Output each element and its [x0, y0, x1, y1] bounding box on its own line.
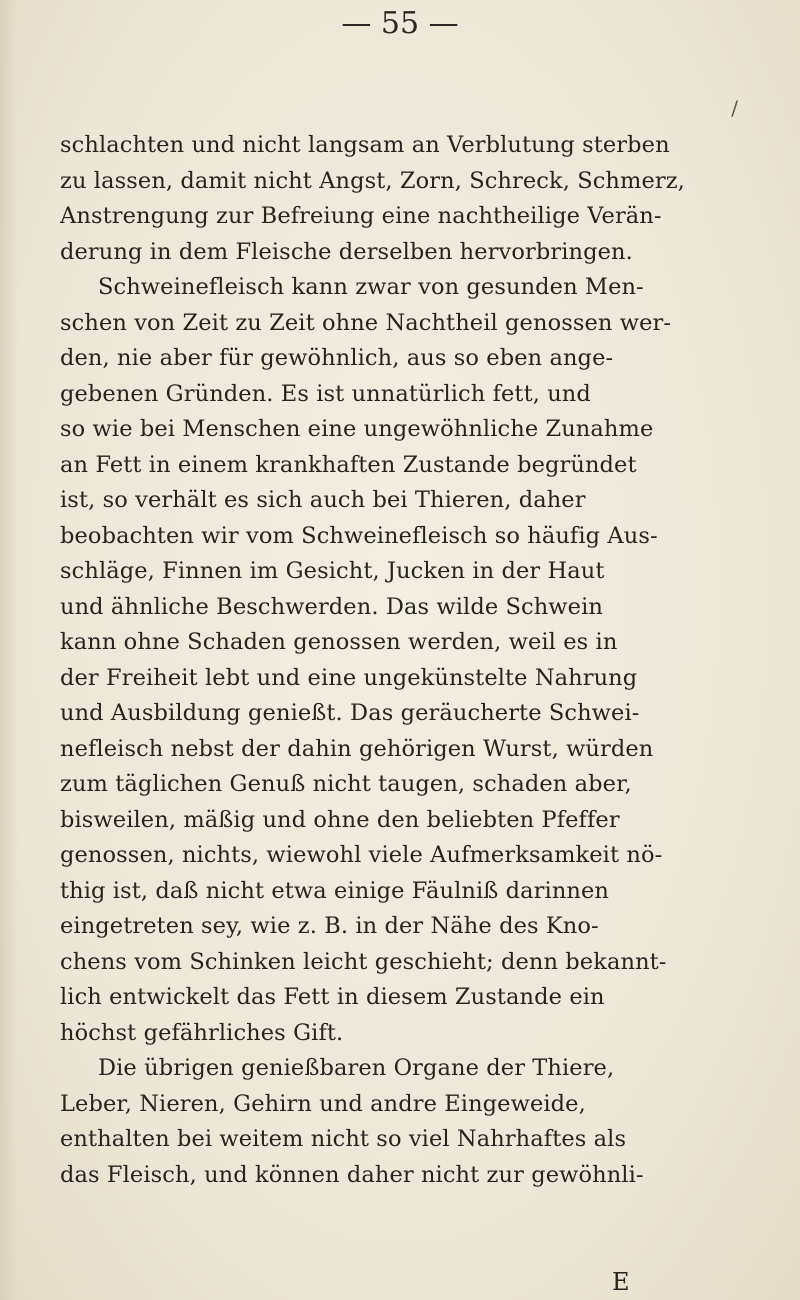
- text-line: den, nie aber für gewöhnlich, aus so eben ange-: [60, 345, 614, 371]
- text-line: Schweinefleisch kann zwar von gesunden Men-: [98, 274, 644, 300]
- text-line: beobachten wir vom Schweinefleisch so häufig Aus-: [60, 522, 658, 549]
- text-line: schen von Zeit zu Zeit ohne Nachtheil genossen wer-: [60, 309, 672, 336]
- text-line: zu lassen, damit nicht Angst, Zorn, Schreck, Schmerz,: [60, 167, 685, 194]
- text-line: zum täglichen Genuß nicht taugen, schaden aber,: [60, 771, 632, 797]
- text-line: gebenen Gründen. Es ist unnatürlich fett, und: [60, 380, 591, 407]
- text-line: ist, so verhält es sich auch bei Thieren, daher: [60, 487, 586, 513]
- text-line: lich entwickelt das Fett in diesem Zustande ein: [60, 984, 605, 1010]
- page-number: — 55 —: [341, 6, 459, 41]
- text-line: und ähnliche Beschwerden. Das wilde Schwein: [60, 593, 603, 620]
- text-line: eingetreten sey, wie z. B. in der Nähe des Kno-: [60, 913, 599, 939]
- text-line: Die übrigen genießbaren Organe der Thiere,: [98, 1055, 615, 1081]
- text-line: Leber, Nieren, Gehirn und andre Eingeweide,: [60, 1090, 586, 1117]
- text-line: an Fett in einem krankhaften Zustande begründet: [60, 451, 637, 478]
- page-gutter-shadow: [0, 0, 18, 1300]
- text-line: so wie bei Menschen eine ungewöhnliche Zunahme: [60, 416, 654, 442]
- margin-mark: /: [731, 96, 738, 120]
- text-line: das Fleisch, und können daher nicht zur gewöhnli-: [60, 1161, 644, 1188]
- text-line: bisweilen, mäßig und ohne den beliebten Pfeffer: [60, 806, 620, 833]
- text-line: nefleisch nebst der dahin gehörigen Wurst, würden: [60, 735, 654, 762]
- text-line: derung in dem Fleische derselben hervorbringen.: [60, 238, 633, 265]
- text-line: der Freiheit lebt und eine ungekünstelte Nahrung: [60, 664, 638, 691]
- text-line: kann ohne Schaden genossen werden, weil es in: [60, 629, 618, 655]
- text-line: Anstrengung zur Befreiung eine nachtheilige Verän-: [60, 203, 662, 229]
- body-text: [60, 128, 780, 1193]
- text-line: thig ist, daß nicht etwa einige Fäulniß darinnen: [60, 877, 610, 904]
- text-line: genossen, nichts, wiewohl viele Aufmerksamkeit nö-: [60, 842, 663, 868]
- text-line: chens vom Schinken leicht geschieht; denn bekannt-: [60, 948, 667, 975]
- text-line: schlachten und nicht langsam an Verblutung sterben: [60, 132, 670, 158]
- text-line: enthalten bei weitem nicht so viel Nahrhaftes als: [60, 1126, 627, 1152]
- text-line: schläge, Finnen im Gesicht, Jucken in der Haut: [60, 558, 605, 584]
- text-line: höchst gefährliches Gift.: [60, 1019, 344, 1046]
- text-line: und Ausbildung genießt. Das geräucherte Schwei-: [60, 700, 640, 726]
- catchword: E: [612, 1268, 630, 1296]
